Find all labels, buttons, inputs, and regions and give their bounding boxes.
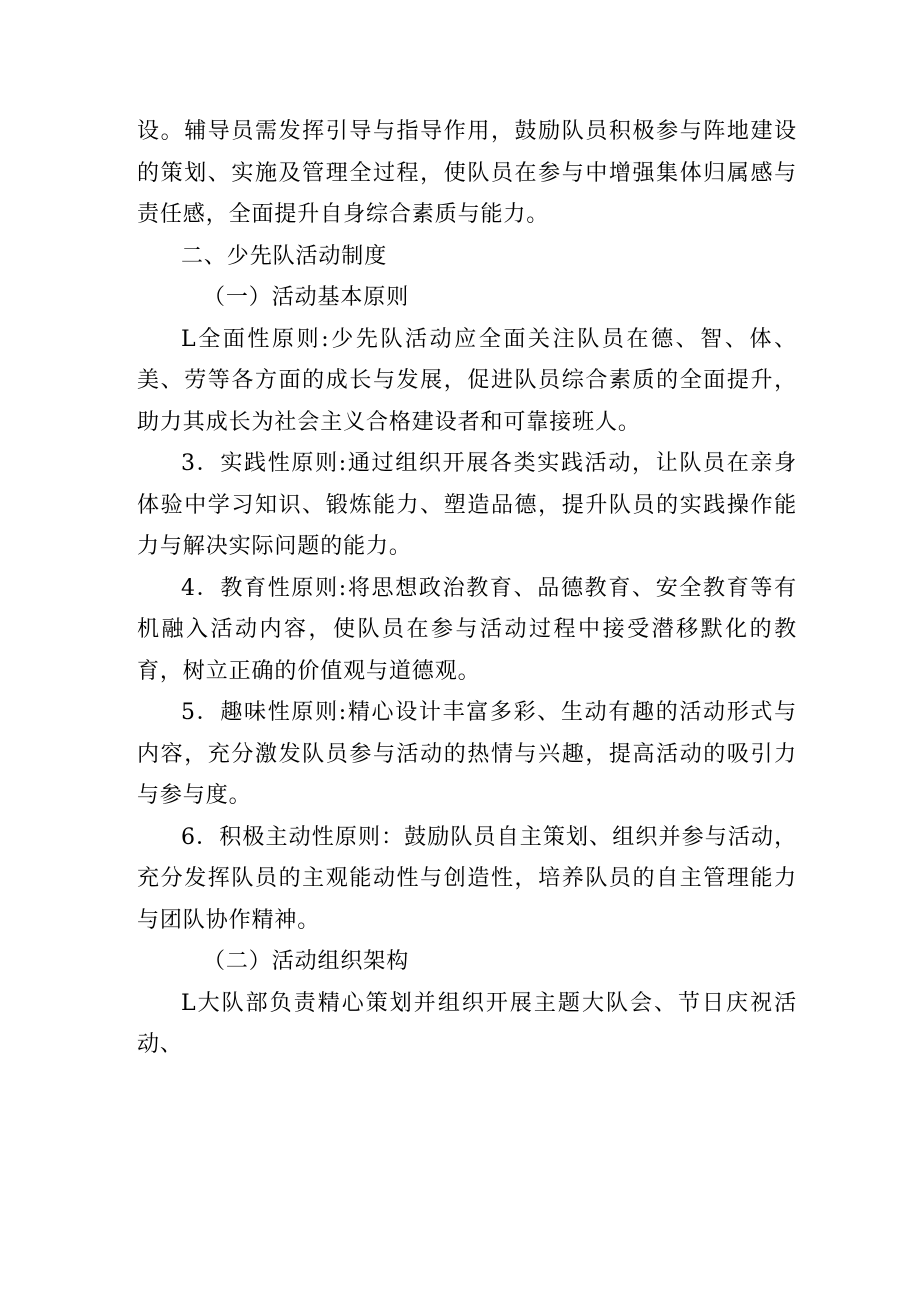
- document-body: [137, 111, 797, 1066]
- section-heading: 二、少先队活动制度: [181, 243, 388, 269]
- paragraph: 6．积极主动性原则：鼓励队员自主策划、组织并参与活动，充分发挥队员的主观能动性与创造性，培养队员的自主管理能力与团队协作精神。: [137, 824, 797, 933]
- paragraph: 4．教育性原则:将思想政治教育、品德教育、安全教育等有机融入活动内容，使队员在参与活动过程中接受潜移默化的教育，树立正确的价值观与道德观。: [137, 575, 797, 684]
- subsection-heading: （一）活动基本原则: [203, 285, 410, 310]
- paragraph-continuation: 设。辅导员需发挥引导与指导作用，鼓励队员积极参与阵地建设的策划、实施及管理全过程，使队员在参与中增强集体归属感与责任感，全面提升自身综合素质与能力。: [137, 119, 797, 227]
- paragraph: L全面性原则:少先队活动应全面关注队员在德、智、体、美、劳等各方面的成长与发展，促进队员综合素质的全面提升，助力其成长为社会主义合格建设者和可靠接班人。: [137, 326, 797, 435]
- paragraph: 3．实践性原则:通过组织开展各类实践活动，让队员在亲身体验中学习知识、锻炼能力、塑造品德，提升队员的实践操作能力与解决实际问题的能力。: [137, 451, 797, 559]
- subsection-heading: （二）活动组织架构: [203, 949, 410, 974]
- paragraph: 5．趣味性原则:精心设计丰富多彩、生动有趣的活动形式与内容，充分激发队员参与活动的热情与兴趣，提高活动的吸引力与参与度。: [137, 700, 797, 808]
- paragraph: L大队部负责精心策划并组织开展主题大队会、节日庆祝活动、: [137, 990, 797, 1057]
